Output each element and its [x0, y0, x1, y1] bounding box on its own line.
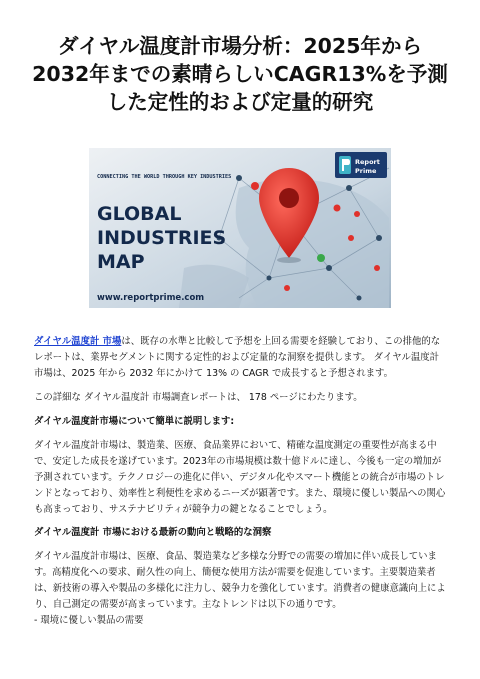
logo-report-text: Report — [355, 158, 380, 166]
reportprime-logo — [335, 152, 387, 178]
hero-title-line2: INDUSTRIES — [97, 227, 227, 249]
page-title: ダイヤル温度計市場分析：2025年から2032年までの素晴らしいCAGR13%を予測した定性的および定量的研究 — [32, 34, 448, 114]
intro-paragraph — [34, 334, 446, 382]
world-map-graphic — [89, 148, 391, 308]
hero-url: www.reportprime.com — [97, 293, 205, 303]
hero-title-line3: MAP — [97, 251, 145, 273]
section1-heading: ダイヤル温度計市場について簡単に説明します: — [34, 416, 235, 427]
hero-title-line1: GLOBAL — [97, 203, 182, 225]
section2-bullet: - 環境に優しい製品の需要 — [34, 615, 144, 626]
hero-tagline: CONNECTING THE WORLD THROUGH KEY INDUSTRIES — [97, 174, 232, 180]
market-link[interactable]: ダイヤル温度計 市場 — [34, 336, 122, 347]
section1-text: ダイヤル温度計市場は、製造業、医療、食品業界において、精確な温度測定の重要性が高まる中で、安定した成長を遂げています。2023年の市場規模は数十億ドルに達し、今後も一定の増加が予測されています。テクノロジーの進化に伴い、デジタル化やスマート機能との統合が市場のトレンドとなっており、効率性と利便性を求めるニーズが顕著です。また、環境に優しい製品への関心も高まっており、サステナビリティが競争力の鍵となることでしょう。 — [34, 440, 446, 515]
section2-text: ダイヤル温度計市場は、医療、食品、製造業など多様な分野での需要の増加に伴い成長しています。高精度化への要求、耐久性の向上、簡便な使用方法が需要を促進しています。主要製造業者は、新技術の導入や製品の多様化に注力し、競争力を強化しています。消費者の健康意識向上により、自己測定の需要が高まっています。主なトレンドは以下の通りです。 — [34, 551, 446, 610]
pages-note: この詳細な ダイヤル温度計 市場調査レポートは、 178 ページにわたります。 — [34, 392, 363, 403]
hero-banner-image — [89, 148, 391, 308]
intro-text: は、既存の水準と比較して予想を上回る需要を経験しており、この排他的なレポートは、業界セグメントに関する定性的および定量的な洞察を提供します。 ダイヤル温度計 市場は、2025 年から 2032 年にかけて 13% の CAGR で成長すると予想されます。 — [34, 336, 441, 379]
section2-heading: ダイヤル温度計 市場における最新の動向と戦略的な洞察 — [34, 527, 272, 538]
logo-prime-text: Prime — [355, 167, 377, 175]
